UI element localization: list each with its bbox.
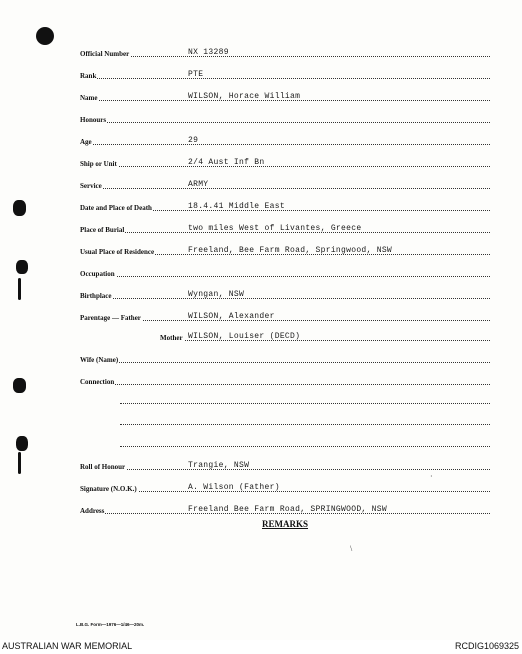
field-value: WILSON, Alexander (188, 312, 275, 321)
field-label: Ship or Unit (80, 160, 117, 168)
field-place-of-burial (80, 220, 490, 234)
field-label: Signature (N.O.K.) (80, 485, 137, 493)
field-label: Place of Burial (80, 226, 125, 234)
record-id: RCDIG1069325 (454, 641, 519, 651)
field-value: 29 (188, 136, 199, 145)
punch-hole (18, 452, 21, 474)
punch-hole (13, 378, 26, 393)
punch-hole (18, 278, 21, 300)
field-date-place-of-death (80, 198, 490, 212)
form-imprint: L.B.G. Form—1976—1/46—20m. (76, 622, 145, 627)
field-value: WILSON, Horace William (188, 92, 301, 101)
field-parentage-mother (80, 328, 490, 342)
field-connection (80, 372, 490, 386)
field-wife (80, 350, 490, 364)
field-label: Roll of Honour (80, 463, 126, 471)
field-address (80, 501, 490, 515)
field-label: Service (80, 182, 102, 190)
field-label: Official Number (80, 50, 130, 58)
field-value: Trangie, NSW (188, 461, 250, 470)
field-label: Rank (80, 72, 97, 80)
field-label: Wife (Name) (80, 356, 119, 364)
field-name (80, 88, 490, 102)
field-label: Parentage — Father (80, 314, 141, 322)
field-official-number (80, 44, 490, 58)
field-label: Birthplace (80, 292, 112, 300)
field-label: Usual Place of Residence (80, 248, 155, 256)
field-ship-or-unit (80, 154, 490, 168)
blank-line (120, 403, 490, 404)
field-rank (80, 66, 490, 80)
field-label: Address (80, 507, 105, 515)
field-label: Mother (160, 334, 183, 342)
punch-hole (16, 436, 28, 451)
field-value: NX 13289 (188, 48, 229, 57)
field-usual-residence (80, 242, 490, 256)
archive-footer (0, 640, 522, 654)
field-label: Honours (80, 116, 107, 124)
field-age (80, 132, 490, 146)
field-roll-of-honour (80, 457, 490, 471)
field-label: Connection (80, 378, 115, 386)
stray-mark: \ (350, 544, 353, 553)
field-occupation (80, 264, 490, 278)
field-value: two miles West of Livantes, Greece (188, 224, 362, 233)
field-service (80, 176, 490, 190)
stray-mark: · (430, 472, 433, 481)
remarks-heading: REMARKS (262, 519, 309, 529)
punch-hole (36, 27, 54, 45)
field-value: WILSON, Louiser (DECD) (188, 332, 301, 341)
field-birthplace (80, 286, 490, 300)
field-value: A. Wilson (Father) (188, 483, 280, 492)
field-value: 18.4.41 Middle East (188, 202, 285, 211)
field-value: Freeland Bee Farm Road, SPRINGWOOD, NSW (188, 505, 387, 514)
field-value: Freeland, Bee Farm Road, Springwood, NSW (188, 246, 393, 255)
field-value: ARMY (188, 180, 209, 189)
blank-line (120, 424, 490, 425)
punch-hole (13, 200, 26, 216)
field-value: 2/4 Aust Inf Bn (188, 158, 265, 167)
blank-line (120, 446, 490, 447)
field-label: Name (80, 94, 98, 102)
punch-hole (16, 260, 28, 274)
field-label: Occupation (80, 270, 115, 278)
field-value: PTE (188, 70, 204, 79)
field-honours (80, 110, 490, 124)
field-value: Wyngan, NSW (188, 290, 245, 299)
field-label: Age (80, 138, 92, 146)
field-signature-nok (80, 479, 490, 493)
archive-name: AUSTRALIAN WAR MEMORIAL (2, 641, 133, 651)
field-parentage-father (80, 308, 490, 322)
field-label: Date and Place of Death (80, 204, 152, 212)
